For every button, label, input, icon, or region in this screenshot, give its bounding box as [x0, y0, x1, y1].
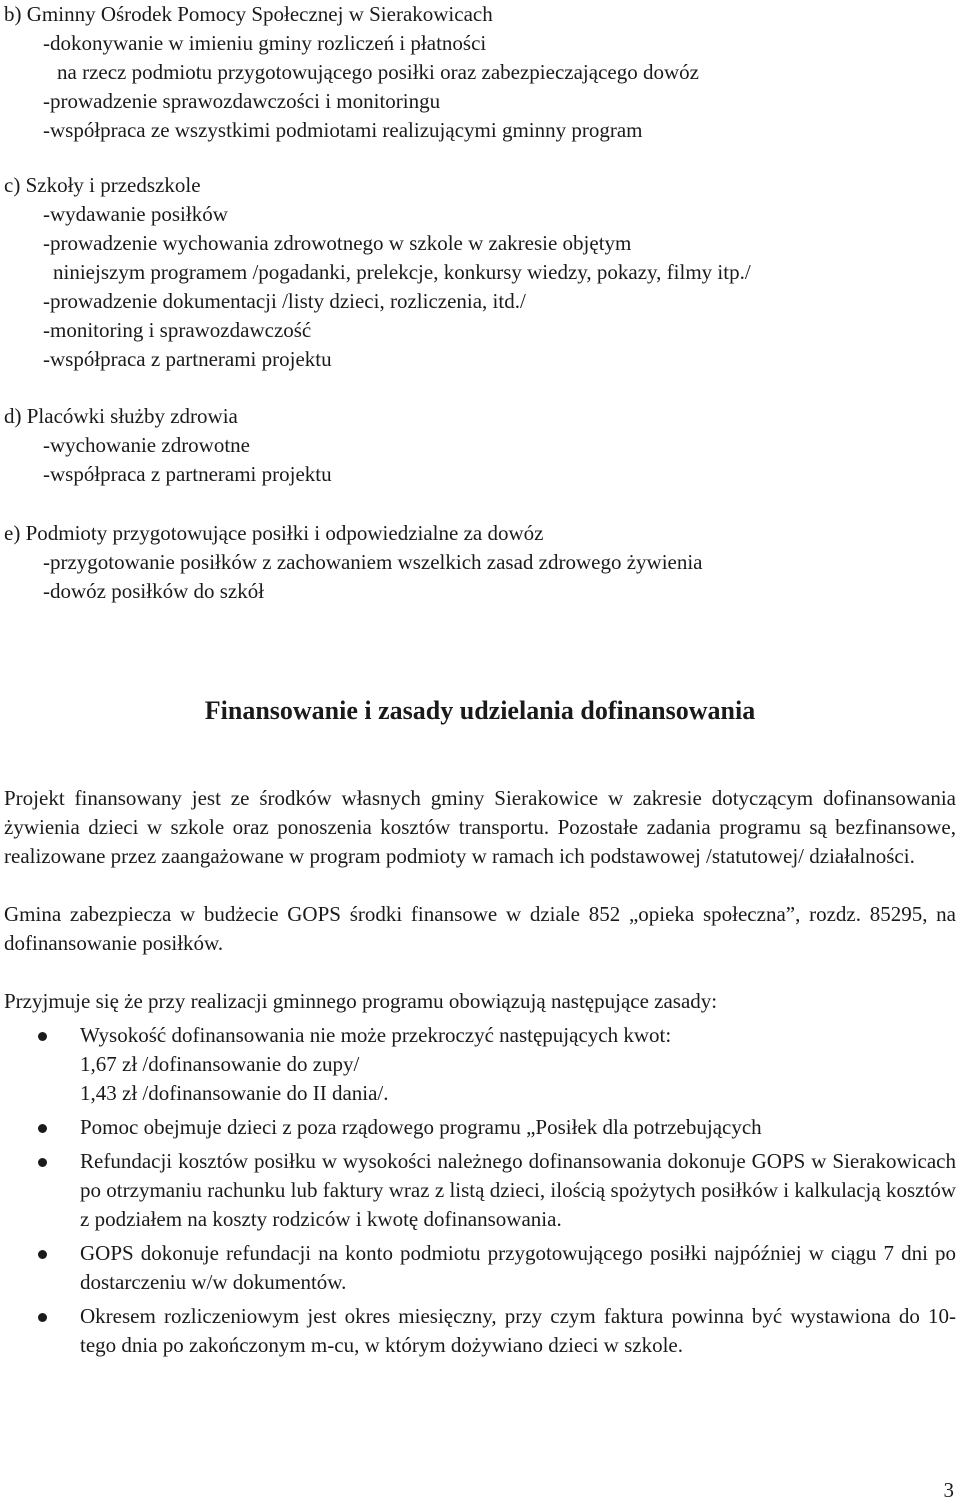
section-e-item: -dowóz posiłków do szkół — [43, 579, 265, 603]
rules-intro: Przyjmuje się że przy realizacji gminnego programu obowiązują następujące zasady: — [4, 989, 718, 1013]
section-b-item: -prowadzenie sprawozdawczości i monitoringu — [43, 89, 441, 113]
page-number: 3 — [943, 1478, 954, 1502]
bullet-icon — [38, 1250, 47, 1259]
section-b-item: -dokonywanie w imieniu gminy rozliczeń i płatności — [43, 31, 487, 55]
section-c-item: -współpraca z partnerami projektu — [43, 347, 332, 371]
list-item-text: GOPS dokonuje refundacji na konto podmiotu przygotowującego posiłki najpóźniej w ciągu 7 dni po dostarczeniu w/w dokumentów. — [80, 1241, 956, 1294]
section-b-item: na rzecz podmiotu przygotowującego posiłki oraz zabezpieczającego dowóz — [57, 60, 699, 84]
bullet-icon — [38, 1124, 47, 1133]
section-d-item: -wychowanie zdrowotne — [43, 433, 251, 457]
list-item-subline: 1,43 zł /dofinansowanie do II dania/. — [80, 1081, 389, 1105]
section-e-item: -przygotowanie posiłków z zachowaniem wszelkich zasad zdrowego żywienia — [43, 550, 703, 574]
financing-title: Finansowanie i zasady udzielania dofinansowania — [204, 696, 756, 725]
section-b-item: -współpraca ze wszystkimi podmiotami realizującymi gminny program — [43, 118, 643, 142]
financing-paragraph: Projekt finansowany jest ze środków własnych gminy Sierakowice w zakresie dotyczącym dofinansowania żywienia dzieci w szkole oraz ponoszenia kosztów transportu. Pozostałe zadania programu są bezfinansowe, realizowane przez zaangażowane w program podmioty w ramach ich podstawowej /statutowej/ działalności. — [4, 786, 956, 868]
list-item-text: Okresem rozliczeniowym jest okres miesięczny, przy czym faktura powinna być wystawiona do 10-tego dnia po zakończonym m-cu, w którym dożywiano dzieci w szkole. — [80, 1304, 956, 1357]
section-c-item: -wydawanie posiłków — [43, 202, 228, 226]
rules-list — [0, 1021, 960, 1360]
section-e-heading: e) Podmioty przygotowujące posiłki i odpowiedzialne za dowóz — [4, 521, 544, 545]
section-c-item: -prowadzenie dokumentacji /listy dzieci, rozliczenia, itd./ — [43, 289, 526, 313]
section-c-item: -monitoring i sprawozdawczość — [43, 318, 312, 342]
financing-paragraph: Gmina zabezpiecza w budżecie GOPS środki finansowe w dziale 852 „opieka społeczna”, rozdz. 85295, na dofinansowanie posiłków. — [4, 902, 956, 955]
section-d-item: -współpraca z partnerami projektu — [43, 462, 332, 486]
list-item-text: Pomoc obejmuje dzieci z poza rządowego programu „Posiłek dla potrzebujących — [80, 1115, 762, 1139]
list-item-subline: 1,67 zł /dofinansowanie do zupy/ — [80, 1052, 360, 1076]
bullet-icon — [38, 1032, 47, 1041]
section-d-heading: d) Placówki służby zdrowia — [4, 404, 238, 428]
list-item-text: Refundacji kosztów posiłku w wysokości należnego dofinansowania dokonuje GOPS w Sierakowicach po otrzymaniu rachunku lub faktury wraz z listą dzieci, ilością spożytych posiłków i kalkulacją kosztów z podziałem na koszty rodziców i kwotę dofinansowania. — [80, 1149, 956, 1231]
list-item — [0, 1021, 960, 1108]
bullet-icon — [38, 1313, 47, 1322]
section-c-item: niniejszym programem /pogadanki, prelekcje, konkursy wiedzy, pokazy, filmy itp./ — [53, 260, 751, 284]
section-c-item: -prowadzenie wychowania zdrowotnego w szkole w zakresie objętym — [43, 231, 632, 255]
list-item — [0, 1302, 960, 1360]
list-item — [0, 1239, 960, 1297]
list-item-text: Wysokość dofinansowania nie może przekroczyć następujących kwot: — [80, 1023, 672, 1047]
section-b-heading: b) Gminny Ośrodek Pomocy Społecznej w Sierakowicach — [4, 2, 493, 26]
section-c-heading: c) Szkoły i przedszkole — [4, 173, 201, 197]
list-item — [0, 1113, 960, 1142]
bullet-icon — [38, 1158, 47, 1167]
list-item — [0, 1147, 960, 1234]
